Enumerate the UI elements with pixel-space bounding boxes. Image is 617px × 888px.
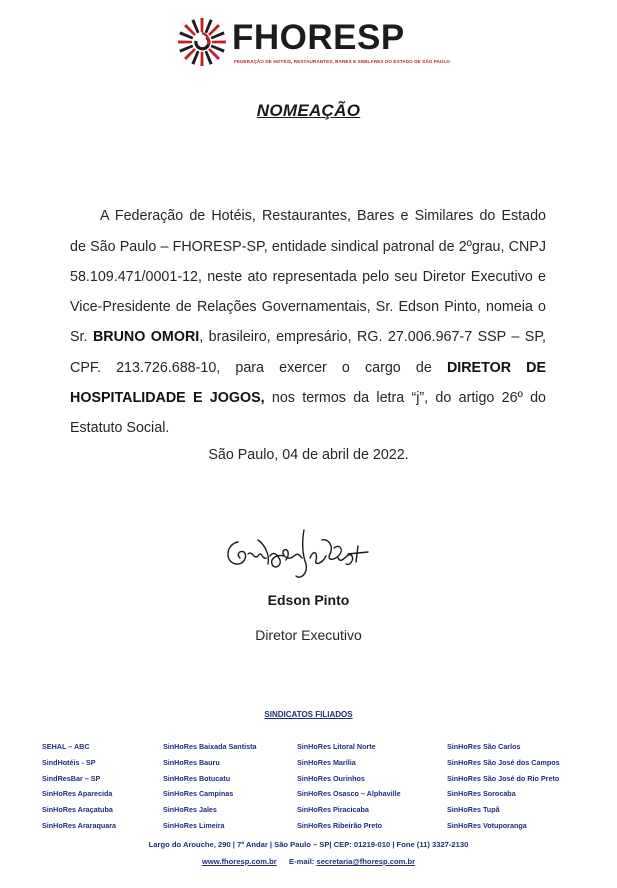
signer-role: Diretor Executivo: [255, 627, 362, 643]
affiliate-item: SinHoRes Tupã: [447, 805, 500, 815]
affiliate-item: SinHoRes Limeira: [163, 820, 225, 830]
email-link[interactable]: secretaria@fhoresp.com.br: [316, 857, 416, 866]
affiliate-item: SinHoRes Botucatu: [163, 773, 231, 783]
affiliate-item: SinHoRes São Carlos: [447, 742, 521, 751]
nominee-name: BRUNO OMORI: [92, 329, 200, 346]
logo-wordmark: FHORESP: [232, 18, 405, 57]
affiliate-item: SindHotéis - SP: [42, 757, 96, 767]
document-title: NOMEAÇÃO: [256, 101, 361, 120]
footer-address: Largo do Arouche, 290 | 7º Andar | São Paulo – SP| CEP: 01219-010 | Fone (11) 3327-2130: [148, 840, 469, 849]
affiliate-item: SinHoRes Aparecida: [42, 789, 113, 799]
website-link[interactable]: www.fhoresp.com.br: [201, 857, 277, 866]
affiliate-item: SinHoRes Piracicaba: [297, 805, 369, 815]
logo-subtitle: FEDERAÇÃO DE HOTÉIS, RESTAURANTES, BARES E SIMILARES DO ESTADO DE SÃO PAULO: [234, 59, 451, 64]
affiliate-item: SinHoRes São José do Rio Preto: [447, 773, 560, 783]
appointed-position: DIRETOR DE HOSPITALIDADE E JOGOS,: [70, 359, 547, 407]
signer-name: Edson Pinto: [267, 592, 350, 608]
affiliate-item: SinHoRes Osasco – Alphaville: [297, 789, 401, 799]
affiliate-item: SinHoRes Litoral Norte: [297, 742, 376, 751]
footer-contacts: [0, 857, 617, 866]
paragraph-text-part3: nos termos da letra “j”, do artigo 26º do Estatuto Social.: [70, 390, 546, 437]
place-and-date: São Paulo, 04 de abril de 2022.: [208, 447, 409, 463]
email-label: E-mail:: [289, 857, 315, 866]
affiliate-item: SinHoRes Votuporanga: [447, 820, 527, 830]
fhoresp-emblem-icon: [176, 16, 228, 68]
affiliate-item: SinHoRes Campinas: [163, 789, 234, 799]
affiliates-title: SINDICATOS FILIADOS: [264, 710, 353, 719]
affiliate-item: SinHoRes Araçatuba: [42, 805, 113, 815]
affiliate-item: SindResBar – SP: [42, 773, 101, 783]
affiliate-item: SinHoRes Araraquara: [42, 820, 117, 830]
affiliate-item: SinHoRes Jales: [163, 805, 217, 815]
affiliate-item: SinHoRes Ribeirão Preto: [297, 820, 383, 830]
affiliate-item: SEHAL – ABC: [42, 742, 90, 751]
affiliate-item: SinHoRes Marília: [297, 757, 356, 767]
fhoresp-logo: [176, 14, 451, 74]
affiliates-grid: [42, 742, 562, 834]
affiliate-item: SinHoRes Baixada Santista: [163, 742, 257, 751]
paragraph-text-part2: , brasileiro, empresário, RG. 27.006.967-7 SSP – SP, CPF. 213.726.688-10, para exercer o cargo de: [70, 329, 546, 376]
handwritten-signature: [218, 520, 388, 586]
affiliate-item: SinHoRes Bauru: [163, 757, 220, 767]
affiliate-item: SinHoRes Sorocaba: [447, 789, 516, 799]
paragraph-text-part1: A Federação de Hotéis, Restaurantes, Bares e Similares do Estado de São Paulo – FHORESP-SP, entidade sindical patronal de 2ºgrau, CNPJ 58.109.471/0001-12, neste ato representada pelo seu Diretor Executivo e Vice-Presidente de Relações Governamentais, Sr. Edson Pinto, nomeia o Sr.: [70, 208, 546, 346]
affiliate-item: SinHoRes Ourinhos: [297, 773, 365, 783]
appointment-paragraph: [70, 201, 546, 443]
affiliate-item: SinHoRes São José dos Campos: [447, 757, 560, 767]
